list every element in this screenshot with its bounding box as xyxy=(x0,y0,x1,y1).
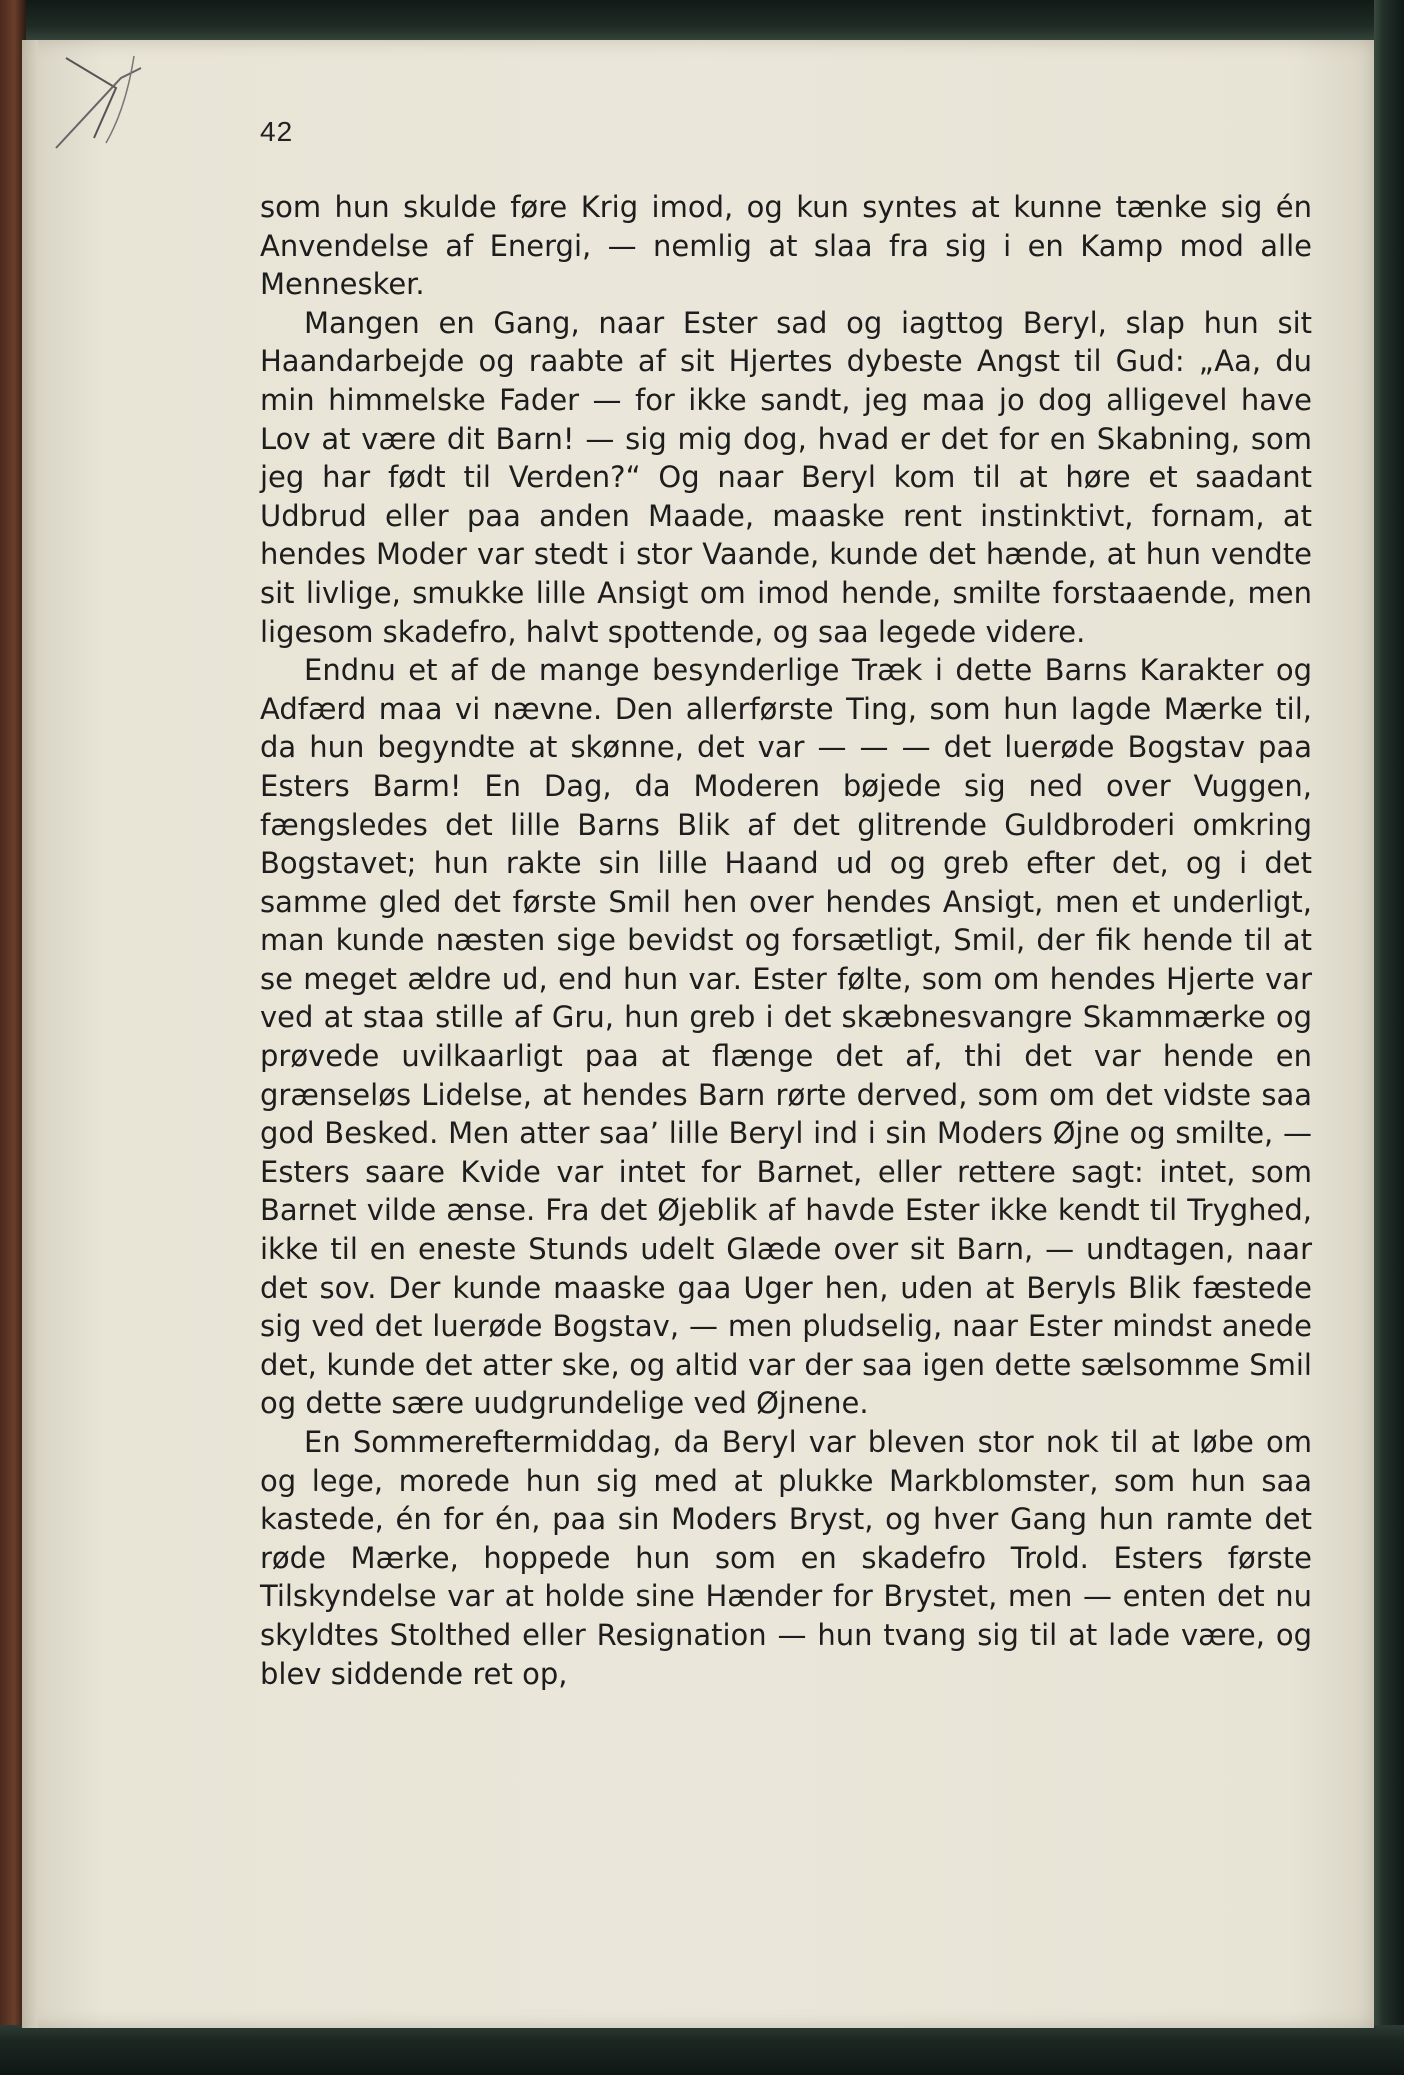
book-page xyxy=(22,40,1374,2028)
page-gutter-edge xyxy=(22,40,38,2028)
paragraph: En Sommereftermiddag, da Beryl var bleven stor nok til at løbe om og lege, morede hun sig med at plukke Markblomster, som hun saa kastede, én for én, paa sin Moders Bryst, og hver Gang hun ramte det røde Mærke, hoppede hun som en skadefro Trold. Esters første Tilskyndelse var at holde sine Hænder for Brystet, men — enten det nu skyldtes Stolthed eller Resignation — hun tvang sig til at lade være, og blev siddende ret op, xyxy=(260,1425,1312,1691)
page-number: 42 xyxy=(260,116,294,147)
book-border-bottom xyxy=(0,2025,1404,2075)
paragraph: Mangen en Gang, naar Ester sad og iagttog Beryl, slap hun sit Haandarbejde og raabte af sit Hjertes dybeste Angst til Gud: „Aa, du min himmelske Fader — for ikke sandt, jeg maa jo dog alligevel have Lov at være dit Barn! — sig mig dog, hvad er det for en Skabning, som jeg har født til Verden?“ Og naar Beryl kom til at høre et saadant Udbrud eller paa anden Maade, maaske rent instinktivt, fornam, at hendes Moder var stedt i stor Vaande, kunde det hænde, at hun vendte sit livlige, smukke lille Ansigt om imod hende, smilte forstaaende, men ligesom skadefro, halvt spottende, og saa legede videre. xyxy=(260,305,1312,649)
paragraph: som hun skulde føre Krig imod, og kun syntes at kunne tænke sig én Anvendelse af Energi, — nemlig at slaa fra sig i en Kamp mod alle Mennesker. xyxy=(260,190,1312,302)
pencil-mark-icon xyxy=(46,48,166,158)
book-border-right xyxy=(1374,0,1404,2075)
body-text xyxy=(260,188,1312,1693)
paragraph: Endnu et af de mange besynderlige Træk i dette Barns Karakter og Adfærd maa vi nævne. Den allerførste Ting, som hun lagde Mærke til, da hun begyndte at skønne, det var — — — det luerøde Bogstav paa Esters Barm! En Dag, da Moderen bøjede sig ned over Vuggen, fængsledes det lille Barns Blik af det glitrende Guldbroderi omkring Bogstavet; hun rakte sin lille Haand ud og greb efter det, og i det samme gled det første Smil hen over hendes Ansigt, men et underligt, man kunde næsten sige bevidst og forsætligt, Smil, der fik hende til at se meget ældre ud, end hun var. Ester følte, som om hendes Hjerte var ved at staa stille af Gru, hun greb i det skæbnesvangre Skammærke og prøvede uvilkaarligt paa at flænge det af, thi det var hende en grænseløs Lidelse, at hendes Barn rørte derved, som om det vidste saa god Besked. Men atter saa’ lille Beryl ind i sin Moders Øjne og smilte, — Esters saare Kvide var intet for Barnet, eller rettere sagt: intet, som Barnet vilde ænse. Fra det Øjeblik af havde Ester ikke kendt til Tryghed, ikke til en eneste Stunds udelt Glæde over sit Barn, — undtagen, naar det sov. Der kunde maaske gaa Uger hen, uden at Beryls Blik fæstede sig ved det luerøde Bogstav, — men pludselig, naar Ester mindst anede det, kunde det atter ske, og altid var der saa igen dette sælsomme Smil og dette sære uudgrundelige ved Øjnene. xyxy=(260,653,1312,1421)
book-border-top xyxy=(0,0,1404,44)
